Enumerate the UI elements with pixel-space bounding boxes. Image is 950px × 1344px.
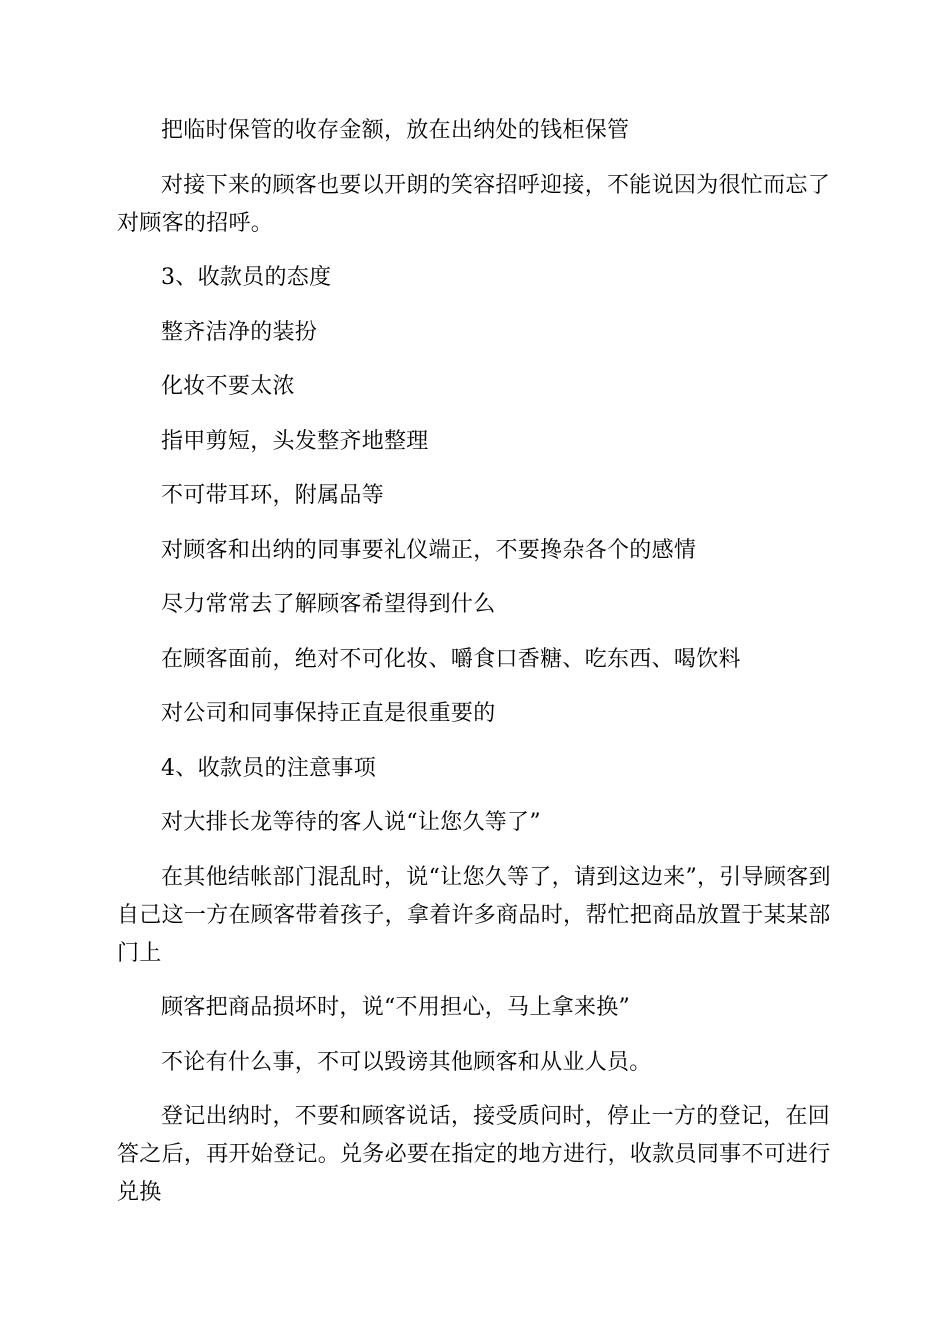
section-heading: 3、收款员的态度 [161, 265, 332, 290]
paragraph: 对大排长龙等待的客人说“让您久等了” [161, 810, 541, 835]
document-body [117, 112, 833, 1229]
paragraph: 对公司和同事保持正直是很重要的 [161, 701, 496, 726]
paragraph: 对顾客和出纳的同事要礼仪端正，不要搀杂各个的感情 [161, 537, 697, 563]
paragraph: 不可带耳环，附属品等 [161, 483, 385, 508]
paragraph: 顾客把商品损坏时，说“不用担心，马上拿来换” [161, 995, 631, 1020]
paragraph: 化妆不要太浓 [161, 374, 295, 399]
paragraph: 不论有什么事，不可以毁谤其他顾客和从业人员。 [161, 1049, 652, 1075]
paragraph: 尽力常常去了解顾客希望得到什么 [161, 592, 496, 617]
paragraph: 登记出纳时，不要和顾客说话，接受质问时，停止一方的登记，在回答之后，再开始登记。兑务必要在指定的地方进行，收款员同事不可进行兑换 [117, 1104, 831, 1205]
paragraph: 把临时保管的收存金额，放在出纳处的钱柜保管 [161, 118, 630, 143]
paragraph: 在顾客面前，绝对不可化妆、嚼食口香糖、吃东西、喝饮料 [161, 646, 741, 672]
section-heading: 4、收款员的注意事项 [161, 755, 376, 781]
paragraph: 指甲剪短，头发整齐地整理 [161, 428, 429, 454]
paragraph: 对接下来的顾客也要以开朗的笑容招呼迎接，不能说因为很忙而忘了对顾客的招呼。 [117, 172, 831, 236]
paragraph: 在其他结帐部门混乱时，说“让您久等了，请到这边来”，引导顾客到自己这一方在顾客带着孩子，拿着许多商品时，帮忙把商品放置于某某部门上 [117, 864, 831, 966]
paragraph: 整齐洁净的装扮 [161, 319, 318, 345]
